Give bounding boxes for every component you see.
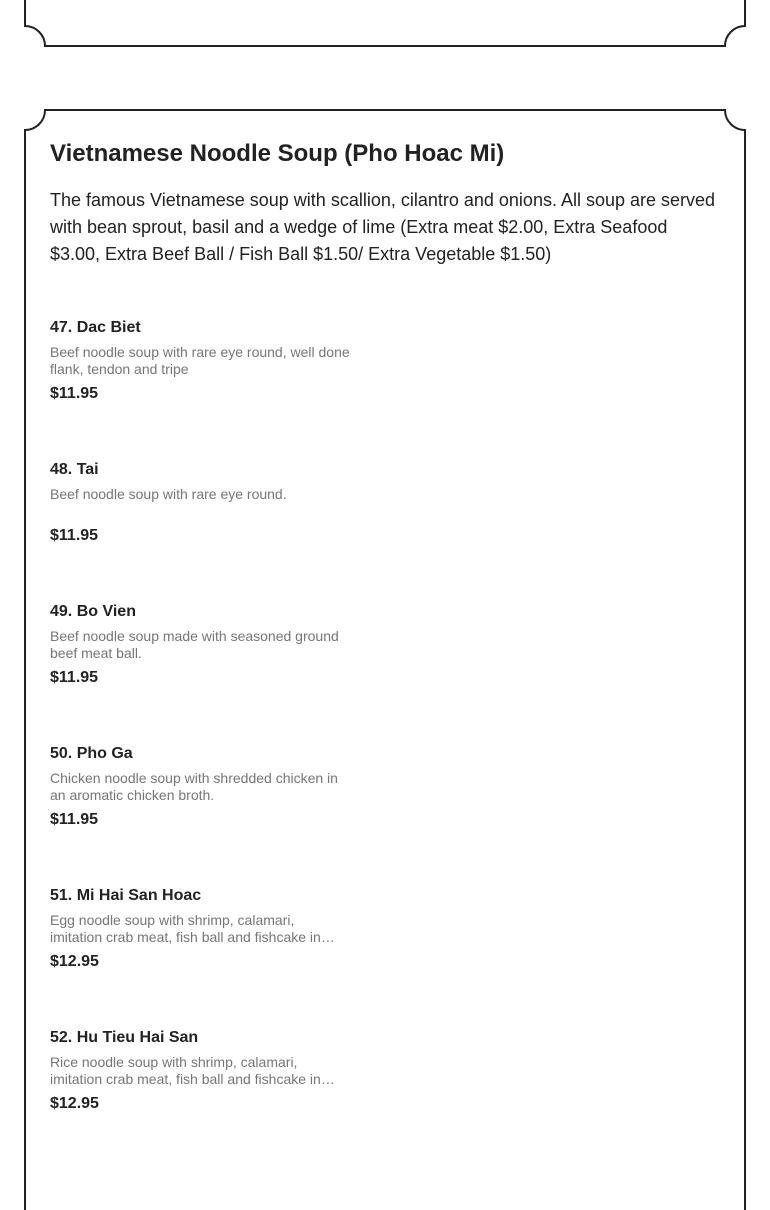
item-name: 48. Tai [50, 461, 99, 478]
menu-section-card [24, 110, 746, 1210]
item-price: $12.95 [50, 953, 99, 970]
item-name: 49. Bo Vien [50, 603, 136, 620]
item-name: 52. Hu Tieu Hai San [50, 1029, 199, 1046]
item-price: $11.95 [50, 811, 99, 828]
item-description: Rice noodle soup with shrimp, calamari, imitation crab meat, fish ball and fishcake in [50, 1054, 321, 1087]
section-title: Vietnamese Noodle Soup (Pho Hoac Mi) [50, 140, 505, 167]
item-price: $11.95 [50, 669, 99, 686]
item-description: Egg noodle soup with shrimp, calamari, imitation crab meat, fish ball and fishcake in [50, 912, 321, 945]
item-price: $11.95 [50, 527, 99, 544]
item-description: Beef noodle soup with rare eye round, well done flank, tendon and tripe [50, 344, 350, 377]
menu-item[interactable] [50, 744, 720, 886]
item-name: 47. Dac Biet [50, 319, 141, 336]
item-name: 50. Pho Ga [50, 745, 133, 762]
previous-menu-card [24, 0, 746, 46]
item-price: $11.95 [50, 385, 99, 402]
item-description: Chicken noodle soup with shredded chicken in an aromatic chicken broth. [50, 770, 338, 803]
card-border [24, 0, 746, 46]
menu-item[interactable] [50, 602, 720, 744]
item-description: Beef noodle soup made with seasoned ground beef meat ball. [50, 628, 339, 661]
section-description: The famous Vietnamese soup with scallion, cilantro and onions. All soup are served with bean sprout, basil and a wedge of lime (Extra meat $2.00, Extra Seafood $3.00, Extra Beef Ball / Fish Ball $1.50/ Extra Vegetable $1.50) [50, 190, 716, 264]
item-description: Beef noodle soup with rare eye round. [50, 486, 287, 502]
item-price [50, 0, 720, 2]
item-name: 51. Mi Hai San Hoac [50, 887, 202, 904]
menu-item-list [50, 318, 720, 1170]
menu-item[interactable] [50, 1028, 720, 1170]
menu-item[interactable] [50, 886, 720, 1028]
menu-item[interactable] [50, 460, 720, 602]
menu-item[interactable] [50, 318, 720, 460]
item-price: $12.95 [50, 1095, 99, 1112]
